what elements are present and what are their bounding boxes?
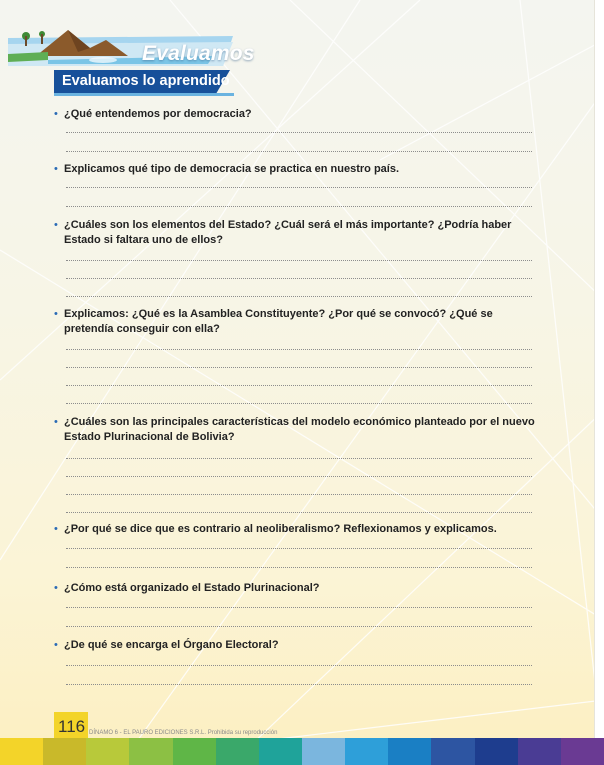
answer-line[interactable] (66, 567, 532, 568)
section-title: Evaluamos lo aprendido (62, 73, 230, 89)
answer-line[interactable] (66, 385, 532, 386)
question-text: ¿Por qué se dice que es contrario al neoliberalismo? Reflexionamos y explicamos. (64, 523, 497, 535)
question-item (54, 307, 538, 337)
answer-line[interactable] (66, 187, 532, 188)
color-strip-segment (345, 738, 388, 765)
answer-line[interactable] (66, 132, 532, 133)
bullet-icon: • (54, 163, 58, 175)
bullet-icon: • (54, 219, 58, 231)
answer-line[interactable] (66, 367, 532, 368)
question-text: ¿De qué se encarga el Órgano Electoral? (64, 639, 279, 651)
answer-line[interactable] (66, 403, 532, 404)
question-item (54, 162, 538, 177)
answer-line[interactable] (66, 260, 532, 261)
answer-line[interactable] (66, 151, 532, 152)
bullet-icon: • (54, 523, 58, 535)
question-item (54, 415, 538, 445)
page-edge (594, 0, 604, 738)
color-strip-segment (259, 738, 302, 765)
question-text: ¿Qué entendemos por democracia? (64, 108, 252, 120)
color-strip-segment (518, 738, 561, 765)
answer-line[interactable] (66, 206, 532, 207)
header-title: Evaluamos (142, 42, 255, 65)
question-item (54, 638, 538, 653)
bullet-icon: • (54, 639, 58, 651)
color-strip-segment (0, 738, 43, 765)
question-item (54, 581, 538, 596)
question-text: ¿Cuáles son las principales características del modelo económico planteado por el nuevo Estado Plurinacional de Bolivia? (64, 416, 535, 443)
color-strip-segment (216, 738, 259, 765)
answer-line[interactable] (66, 626, 532, 627)
color-strip-segment (43, 738, 86, 765)
question-text: ¿Cómo está organizado el Estado Plurinacional? (64, 582, 320, 594)
question-item (54, 218, 538, 248)
color-strip-segment (86, 738, 129, 765)
answer-line[interactable] (66, 278, 532, 279)
answer-line[interactable] (66, 296, 532, 297)
color-strip-segment (431, 738, 474, 765)
color-strip-segment (173, 738, 216, 765)
bullet-icon: • (54, 308, 58, 320)
answer-line[interactable] (66, 494, 532, 495)
section-bar-accent (54, 93, 234, 96)
answer-line[interactable] (66, 349, 532, 350)
page-number: 116 (58, 717, 86, 736)
question-text: Explicamos qué tipo de democracia se practica en nuestro país. (64, 163, 400, 175)
color-strip-segment (129, 738, 172, 765)
bullet-icon: • (54, 108, 58, 120)
color-strip-segment (475, 738, 518, 765)
answer-line[interactable] (66, 458, 532, 459)
answer-line[interactable] (66, 665, 532, 666)
question-item (54, 107, 538, 122)
question-item (54, 522, 538, 537)
color-strip-segment (302, 738, 345, 765)
color-strip-segment (388, 738, 431, 765)
bullet-icon: • (54, 582, 58, 594)
answer-line[interactable] (66, 476, 532, 477)
color-strip-segment (561, 738, 604, 765)
answer-line[interactable] (66, 607, 532, 608)
color-strip (0, 738, 604, 765)
footer-credit: DÍNAMO 6 - EL PAURO EDICIONES S.R.L. Prohibida su reproducción (89, 730, 278, 736)
bullet-icon: • (54, 416, 58, 428)
answer-line[interactable] (66, 512, 532, 513)
question-text: Explicamos: ¿Qué es la Asamblea Constituyente? ¿Por qué se convocó? ¿Qué se pretendía conseguir con ella? (64, 308, 493, 335)
header (8, 12, 258, 72)
answer-line[interactable] (66, 548, 532, 549)
answer-line[interactable] (66, 684, 532, 685)
question-text: ¿Cuáles son los elementos del Estado? ¿Cuál será el más importante? ¿Podría haber Estado si faltara uno de ellos? (64, 219, 512, 246)
